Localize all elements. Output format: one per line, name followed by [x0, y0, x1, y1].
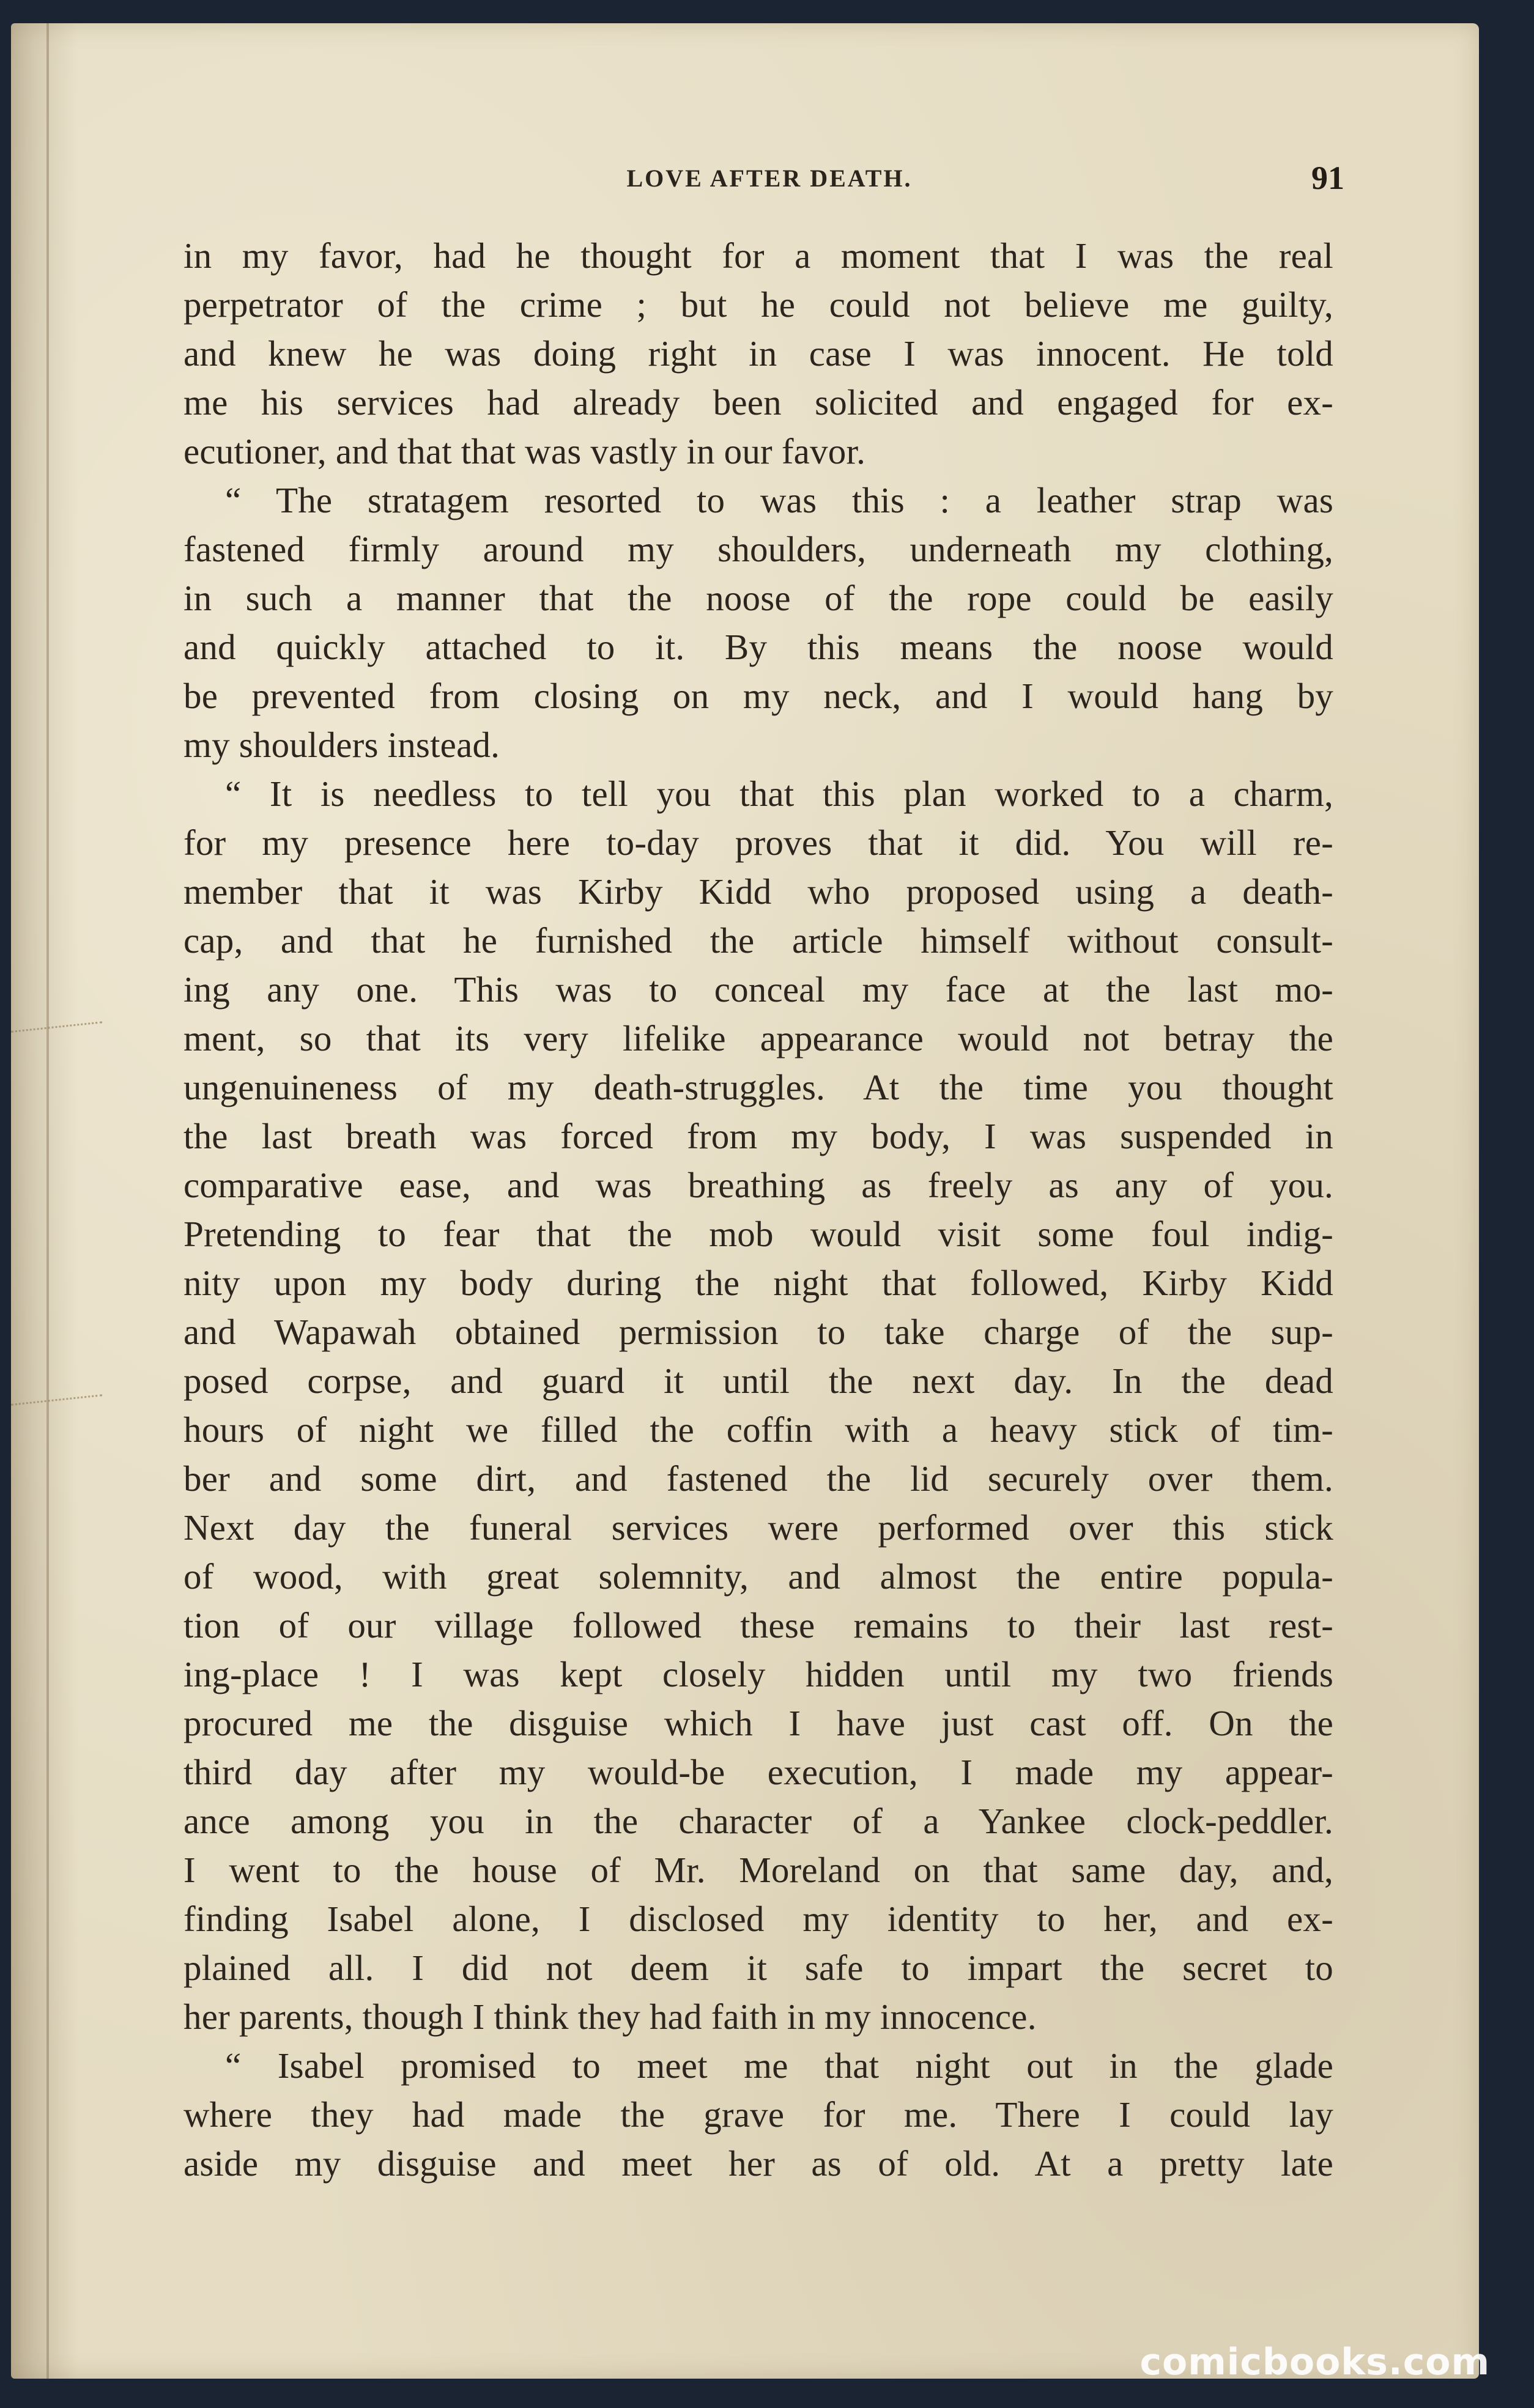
- text-line: ber and some dirt, and fastened the lid securely over them.: [183, 1458, 1333, 1499]
- text-line: be prevented from closing on my neck, and I would hang by: [183, 676, 1333, 716]
- text-line: aside my disguise and meet her as of old. At a pretty late: [183, 2143, 1333, 2184]
- text-line: tion of our village followed these remains to their last rest-: [183, 1605, 1333, 1645]
- text-line: “ The stratagem resorted to was this : a leather strap was: [225, 480, 1333, 520]
- text-line: in such a manner that the noose of the rope could be easily: [183, 578, 1333, 618]
- text-line: where they had made the grave for me. There I could lay: [183, 2094, 1333, 2135]
- page-number: 91: [1311, 160, 1344, 196]
- text-line: cap, and that he furnished the article himself without consult-: [183, 920, 1333, 961]
- binding-gutter: [46, 23, 49, 2379]
- text-line: and Wapawah obtained permission to take charge of the sup-: [183, 1312, 1333, 1352]
- text-line: my shoulders instead.: [183, 725, 500, 765]
- text-line: ungenuineness of my death-struggles. At the time you thought: [183, 1067, 1333, 1107]
- text-line: Pretending to fear that the mob would visit some foul indig-: [183, 1214, 1333, 1254]
- text-line: posed corpse, and guard it until the next day. In the dead: [183, 1361, 1333, 1401]
- text-line: her parents, though I think they had faith in my innocence.: [183, 1996, 1037, 2037]
- text-line: in my favor, had he thought for a moment that I was the real: [183, 235, 1333, 276]
- text-line: and knew he was doing right in case I was innocent. He told: [183, 333, 1333, 374]
- text-line: ment, so that its very lifelike appearance would not betray the: [183, 1018, 1333, 1058]
- text-line: ing-place ! I was kept closely hidden until my two friends: [183, 1654, 1333, 1694]
- text-line: and quickly attached to it. By this means the noose would: [183, 627, 1333, 667]
- text-line: of wood, with great solemnity, and almost the entire popula-: [183, 1556, 1333, 1597]
- text-line: procured me the disguise which I have just cast off. On the: [183, 1703, 1333, 1743]
- text-line: me his services had already been solicited and engaged for ex-: [183, 382, 1333, 423]
- body-text: [183, 231, 1333, 2188]
- text-line: comparative ease, and was breathing as freely as any of you.: [183, 1165, 1333, 1205]
- text-line: ing any one. This was to conceal my face at the last mo-: [183, 969, 1333, 1010]
- running-head: [195, 159, 1344, 202]
- text-line: plained all. I did not deem it safe to impart the secret to: [183, 1948, 1333, 1988]
- text-line: “ Isabel promised to meet me that night out in the glade: [225, 2045, 1333, 2086]
- text-line: ecutioner, and that that was vastly in our favor.: [183, 431, 866, 471]
- text-line: the last breath was forced from my body, I was suspended in: [183, 1116, 1333, 1156]
- text-line: third day after my would-be execution, I made my appear-: [183, 1752, 1333, 1792]
- binding-stitch: [11, 1394, 103, 1412]
- text-line: member that it was Kirby Kidd who proposed using a death-: [183, 871, 1333, 912]
- binding-stitch: [11, 1021, 103, 1039]
- text-line: hours of night we filled the coffin with a heavy stick of tim-: [183, 1409, 1333, 1450]
- text-line: nity upon my body during the night that followed, Kirby Kidd: [183, 1263, 1333, 1303]
- running-title: LOVE AFTER DEATH.: [626, 164, 913, 192]
- text-line: perpetrator of the crime ; but he could not believe me guilty,: [183, 284, 1333, 325]
- text-line: for my presence here to-day proves that it did. You will re-: [183, 822, 1333, 863]
- text-line: ance among you in the character of a Yankee clock-peddler.: [183, 1801, 1333, 1841]
- text-line: “ It is needless to tell you that this plan worked to a charm,: [225, 774, 1333, 814]
- text-line: Next day the funeral services were performed over this stick: [183, 1507, 1333, 1548]
- text-line: fastened firmly around my shoulders, underneath my clothing,: [183, 529, 1333, 569]
- site-watermark: comicbooks.com: [1139, 2341, 1490, 2384]
- text-line: I went to the house of Mr. Moreland on that same day, and,: [183, 1850, 1333, 1890]
- text-line: finding Isabel alone, I disclosed my identity to her, and ex-: [183, 1899, 1333, 1939]
